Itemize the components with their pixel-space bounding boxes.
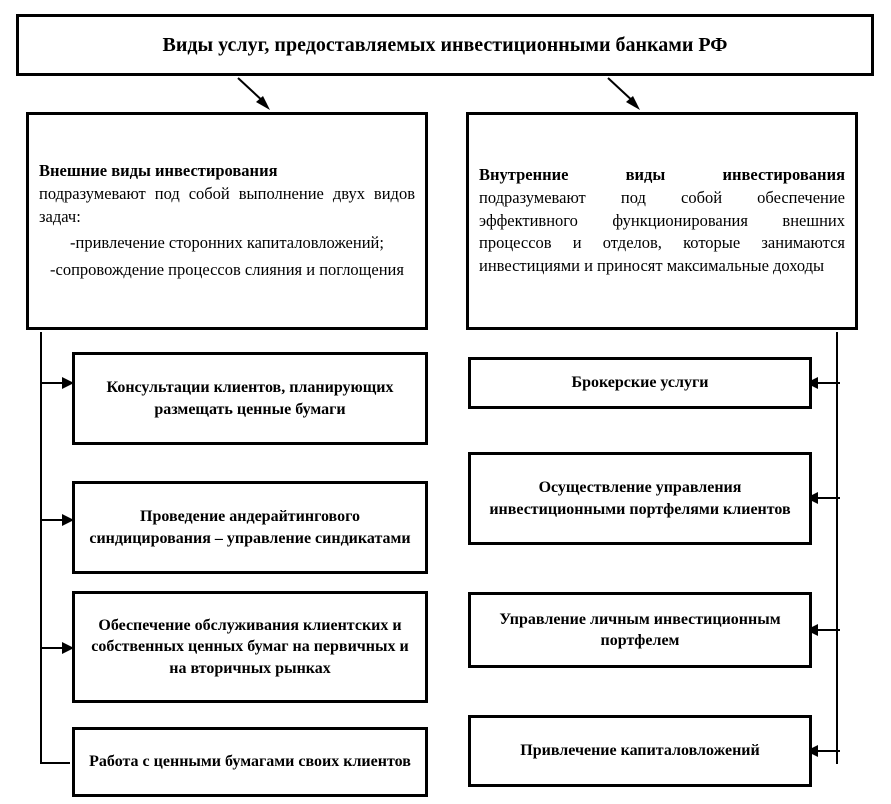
left-branch-heading: Внешние виды инвестирования: [39, 161, 278, 181]
arrow-title-to-right: [600, 76, 660, 116]
arrow-left-item-3: [40, 637, 76, 659]
arrow-left-item-2: [40, 509, 76, 531]
right-item-box-3: [468, 592, 812, 668]
left-item-box-3: [72, 591, 428, 703]
left-branch-heading-paragraph: [29, 160, 425, 228]
right-item-box-2: [468, 452, 812, 545]
left-item-label-4: Работа с ценными бумагами своих клиентов: [89, 753, 411, 771]
left-item-label-1: Консультации клиентов, планирующих размещать ценные бумаги: [106, 379, 394, 418]
right-item-box-4: [468, 715, 812, 787]
left-branch-bullet-1: -привлечение сторонних капиталовложений;: [70, 233, 384, 253]
right-item-label-3: Управление личным инвестиционным портфелем: [499, 610, 781, 649]
left-item-label-3: Обеспечение обслуживания клиентских и собственных ценных бумаг на первичных и на вторичных рынках: [91, 617, 409, 677]
left-item-box-1: [72, 352, 428, 445]
arrow-title-to-left: [230, 76, 290, 116]
right-spine: [836, 332, 838, 764]
diagram-title: Виды услуг, предоставляемых инвестиционными банками РФ: [162, 34, 728, 56]
left-branch-body: подразумевают под собой выполнение двух видов задач:: [39, 183, 415, 226]
right-item-label-4: Привлечение капиталовложений: [520, 742, 760, 760]
right-branch-box: [466, 112, 858, 330]
right-item-label-2: Осуществление управления инвестиционными портфелями клиентов: [489, 479, 791, 518]
right-branch-heading: Внутренние виды инвестирования: [479, 165, 845, 185]
arrow-left-item-1: [40, 372, 76, 394]
left-item-box-2: [72, 481, 428, 574]
left-branch-bullet-2: -сопровождение процессов слияния и поглощения: [50, 260, 404, 280]
right-branch-body: подразумевают под собой обеспечение эффективного функционирования внешних процессов и отделов, которые занимаются инвестициями и приносят максимальные доходы: [479, 187, 845, 276]
right-item-box-1: [468, 357, 812, 409]
right-branch-paragraph: [469, 164, 855, 278]
left-spine-bottom: [40, 762, 70, 764]
title-box: [16, 14, 874, 76]
left-branch-box: [26, 112, 428, 330]
right-item-label-1: Брокерские услуги: [571, 374, 709, 392]
left-item-label-2: Проведение андерайтингового синдицирования – управление синдикатами: [89, 508, 411, 547]
left-item-box-4: [72, 727, 428, 797]
left-spine: [40, 332, 42, 762]
